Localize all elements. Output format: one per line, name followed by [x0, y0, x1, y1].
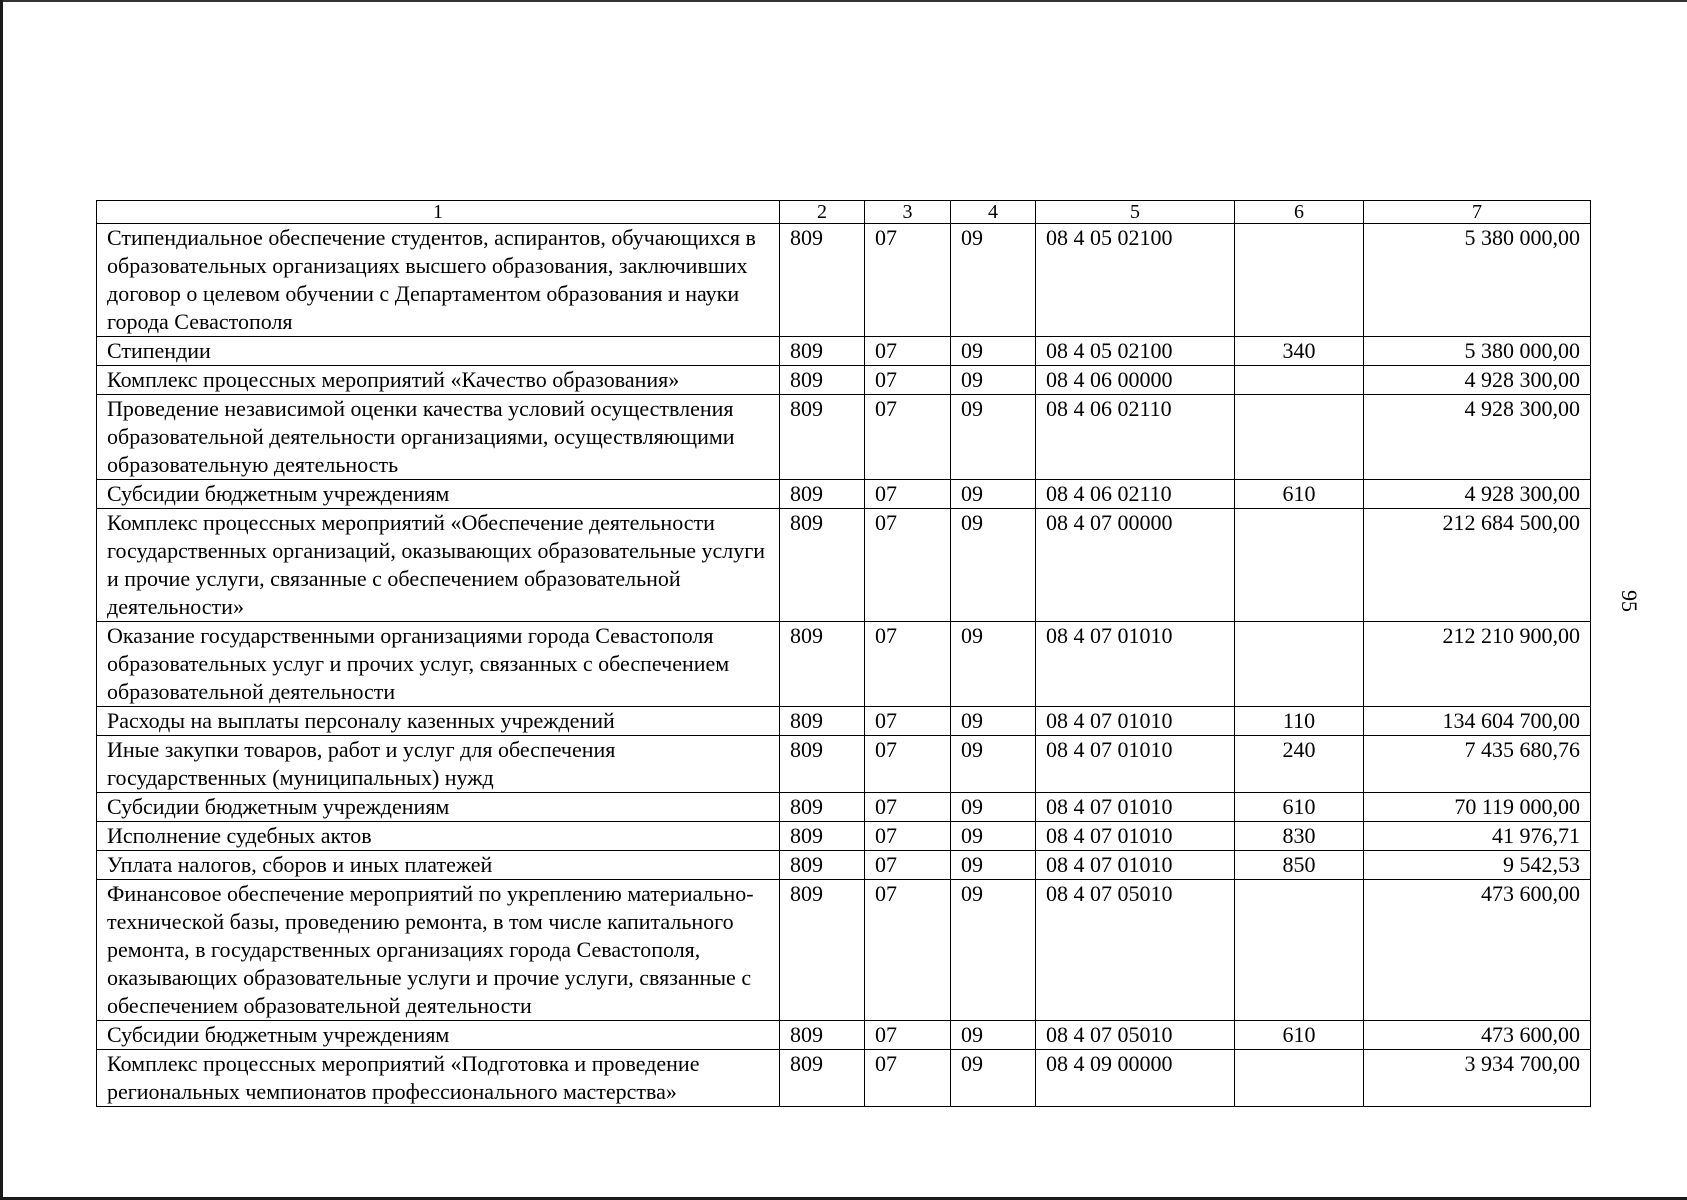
expense-type-cell: 610 — [1235, 1021, 1364, 1050]
department-code-cell: 809 — [780, 224, 865, 337]
amount-cell: 70 119 000,00 — [1364, 793, 1591, 822]
expense-type-cell: 830 — [1235, 822, 1364, 851]
target-article-cell: 08 4 06 00000 — [1036, 366, 1235, 395]
page-number: 95 — [1617, 590, 1642, 612]
target-article-cell: 08 4 07 05010 — [1036, 1021, 1235, 1050]
table-row — [97, 1021, 1591, 1050]
scan-edge-top — [0, 0, 1687, 2]
expense-type-cell — [1235, 509, 1364, 622]
amount-cell: 3 934 700,00 — [1364, 1050, 1591, 1107]
expense-name-cell: Стипендиальное обеспечение студентов, аспирантов, обучающихся в образовательных организациях высшего образования, заключивших договор о целевом обучении с Департаментом образования и науки города Севастополя — [97, 224, 780, 337]
table-row — [97, 622, 1591, 707]
target-article-cell: 08 4 07 01010 — [1036, 851, 1235, 880]
section-code-cell: 07 — [865, 736, 951, 793]
department-code-cell: 809 — [780, 793, 865, 822]
amount-cell: 4 928 300,00 — [1364, 480, 1591, 509]
amount-cell: 134 604 700,00 — [1364, 707, 1591, 736]
subsection-code-cell: 09 — [951, 480, 1036, 509]
amount-cell: 4 928 300,00 — [1364, 395, 1591, 480]
expense-type-cell — [1235, 1050, 1364, 1107]
target-article-cell: 08 4 07 01010 — [1036, 822, 1235, 851]
scan-edge-left — [0, 0, 3, 1200]
subsection-code-cell: 09 — [951, 707, 1036, 736]
table-row — [97, 707, 1591, 736]
target-article-cell: 08 4 07 00000 — [1036, 509, 1235, 622]
department-code-cell: 809 — [780, 707, 865, 736]
department-code-cell: 809 — [780, 880, 865, 1021]
section-code-cell: 07 — [865, 880, 951, 1021]
target-article-cell: 08 4 07 01010 — [1036, 622, 1235, 707]
header-cell: 3 — [865, 201, 951, 224]
subsection-code-cell: 09 — [951, 224, 1036, 337]
subsection-code-cell: 09 — [951, 851, 1036, 880]
department-code-cell: 809 — [780, 509, 865, 622]
header-row — [97, 201, 1591, 224]
amount-cell: 212 684 500,00 — [1364, 509, 1591, 622]
expense-type-cell: 850 — [1235, 851, 1364, 880]
header-cell: 7 — [1364, 201, 1591, 224]
table-row — [97, 880, 1591, 1021]
header-cell: 4 — [951, 201, 1036, 224]
expense-name-cell: Оказание государственными организациями города Севастополя образовательных услуг и прочих услуг, связанных с обеспечением образовательной деятельности — [97, 622, 780, 707]
section-code-cell: 07 — [865, 1021, 951, 1050]
subsection-code-cell: 09 — [951, 736, 1036, 793]
section-code-cell: 07 — [865, 509, 951, 622]
subsection-code-cell: 09 — [951, 880, 1036, 1021]
target-article-cell: 08 4 09 00000 — [1036, 1050, 1235, 1107]
table-row — [97, 480, 1591, 509]
expense-name-cell: Комплекс процессных мероприятий «Подготовка и проведение региональных чемпионатов профессионального мастерства» — [97, 1050, 780, 1107]
subsection-code-cell: 09 — [951, 509, 1036, 622]
subsection-code-cell: 09 — [951, 337, 1036, 366]
expense-name-cell: Финансовое обеспечение мероприятий по укреплению материально-технической базы, проведению ремонта, в том числе капитального ремонта, в государственных организациях города Севастополя, оказывающих образовательные услуги и прочие услуги, связанные с обеспечением образовательной деятельности — [97, 880, 780, 1021]
expense-name-cell: Комплекс процессных мероприятий «Обеспечение деятельности государственных организаций, оказывающих образовательные услуги и прочие услуги, связанные с обеспечением образовательной деятельности» — [97, 509, 780, 622]
target-article-cell: 08 4 07 05010 — [1036, 880, 1235, 1021]
department-code-cell: 809 — [780, 851, 865, 880]
table-row — [97, 851, 1591, 880]
table-row — [97, 224, 1591, 337]
table-body — [97, 224, 1591, 1107]
amount-cell: 4 928 300,00 — [1364, 366, 1591, 395]
section-code-cell: 07 — [865, 224, 951, 337]
section-code-cell: 07 — [865, 366, 951, 395]
table-row — [97, 509, 1591, 622]
expense-name-cell: Уплата налогов, сборов и иных платежей — [97, 851, 780, 880]
target-article-cell: 08 4 06 02110 — [1036, 480, 1235, 509]
expense-type-cell: 240 — [1235, 736, 1364, 793]
table-row — [97, 822, 1591, 851]
department-code-cell: 809 — [780, 337, 865, 366]
header-cell: 2 — [780, 201, 865, 224]
section-code-cell: 07 — [865, 480, 951, 509]
target-article-cell: 08 4 06 02110 — [1036, 395, 1235, 480]
subsection-code-cell: 09 — [951, 1050, 1036, 1107]
subsection-code-cell: 09 — [951, 822, 1036, 851]
department-code-cell: 809 — [780, 622, 865, 707]
department-code-cell: 809 — [780, 395, 865, 480]
table-row — [97, 366, 1591, 395]
header-cell: 6 — [1235, 201, 1364, 224]
expense-name-cell: Субсидии бюджетным учреждениям — [97, 480, 780, 509]
section-code-cell: 07 — [865, 337, 951, 366]
header-cell: 5 — [1036, 201, 1235, 224]
subsection-code-cell: 09 — [951, 793, 1036, 822]
subsection-code-cell: 09 — [951, 1021, 1036, 1050]
table-row — [97, 1050, 1591, 1107]
expense-type-cell — [1235, 224, 1364, 337]
table-row — [97, 395, 1591, 480]
expense-name-cell: Проведение независимой оценки качества условий осуществления образовательной деятельности организациями, осуществляющими образовательную деятельность — [97, 395, 780, 480]
subsection-code-cell: 09 — [951, 622, 1036, 707]
department-code-cell: 809 — [780, 822, 865, 851]
table-row — [97, 337, 1591, 366]
section-code-cell: 07 — [865, 1050, 951, 1107]
amount-cell: 212 210 900,00 — [1364, 622, 1591, 707]
section-code-cell: 07 — [865, 395, 951, 480]
amount-cell: 473 600,00 — [1364, 880, 1591, 1021]
section-code-cell: 07 — [865, 707, 951, 736]
table-row — [97, 793, 1591, 822]
expense-type-cell: 610 — [1235, 480, 1364, 509]
target-article-cell: 08 4 07 01010 — [1036, 793, 1235, 822]
department-code-cell: 809 — [780, 736, 865, 793]
expense-name-cell: Комплекс процессных мероприятий «Качество образования» — [97, 366, 780, 395]
target-article-cell: 08 4 07 01010 — [1036, 736, 1235, 793]
subsection-code-cell: 09 — [951, 395, 1036, 480]
section-code-cell: 07 — [865, 622, 951, 707]
table-row — [97, 736, 1591, 793]
expense-type-cell — [1235, 366, 1364, 395]
department-code-cell: 809 — [780, 480, 865, 509]
expense-name-cell: Иные закупки товаров, работ и услуг для обеспечения государственных (муниципальных) нужд — [97, 736, 780, 793]
section-code-cell: 07 — [865, 793, 951, 822]
amount-cell: 9 542,53 — [1364, 851, 1591, 880]
department-code-cell: 809 — [780, 1050, 865, 1107]
budget-table — [96, 200, 1591, 1107]
expense-name-cell: Исполнение судебных актов — [97, 822, 780, 851]
amount-cell: 473 600,00 — [1364, 1021, 1591, 1050]
amount-cell: 5 380 000,00 — [1364, 224, 1591, 337]
amount-cell: 7 435 680,76 — [1364, 736, 1591, 793]
expense-type-cell — [1235, 622, 1364, 707]
expense-type-cell: 110 — [1235, 707, 1364, 736]
expense-name-cell: Расходы на выплаты персоналу казенных учреждений — [97, 707, 780, 736]
expense-type-cell — [1235, 395, 1364, 480]
section-code-cell: 07 — [865, 851, 951, 880]
target-article-cell: 08 4 05 02100 — [1036, 337, 1235, 366]
department-code-cell: 809 — [780, 1021, 865, 1050]
target-article-cell: 08 4 05 02100 — [1036, 224, 1235, 337]
target-article-cell: 08 4 07 01010 — [1036, 707, 1235, 736]
subsection-code-cell: 09 — [951, 366, 1036, 395]
expense-type-cell — [1235, 880, 1364, 1021]
expense-type-cell: 340 — [1235, 337, 1364, 366]
expense-name-cell: Субсидии бюджетным учреждениям — [97, 793, 780, 822]
amount-cell: 41 976,71 — [1364, 822, 1591, 851]
amount-cell: 5 380 000,00 — [1364, 337, 1591, 366]
header-cell: 1 — [97, 201, 780, 224]
expense-type-cell: 610 — [1235, 793, 1364, 822]
department-code-cell: 809 — [780, 366, 865, 395]
expense-name-cell: Стипендии — [97, 337, 780, 366]
section-code-cell: 07 — [865, 822, 951, 851]
expense-name-cell: Субсидии бюджетным учреждениям — [97, 1021, 780, 1050]
